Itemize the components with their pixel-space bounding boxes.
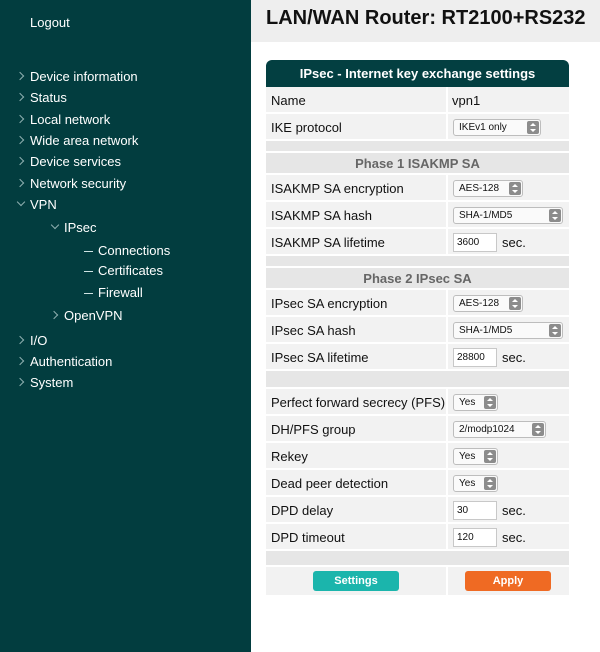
sidebar-item-label: Connections <box>98 243 171 258</box>
chevron-down-icon <box>50 218 60 238</box>
isakmp-encryption-select[interactable] <box>453 180 523 197</box>
chevron-right-icon <box>16 131 26 151</box>
pfs-label: Perfect forward secrecy (PFS) <box>271 395 446 410</box>
ipsec-hash-row <box>266 317 569 344</box>
page-title: LAN/WAN Router: RT2100+RS232 <box>266 7 586 29</box>
chevron-right-icon <box>16 331 26 351</box>
chevron-right-icon <box>16 67 26 87</box>
dpd-delay-input[interactable]: 30 <box>453 501 497 520</box>
phase1-title: Phase 1 ISAKMP SA <box>266 153 569 175</box>
updown-arrows-icon <box>532 423 544 436</box>
sidebar-item-label: Certificates <box>98 263 164 278</box>
apply-button[interactable]: Apply <box>465 571 551 591</box>
name-value: vpn1 <box>452 93 481 108</box>
ike-protocol-value: IKEv1 only <box>459 122 507 133</box>
updown-arrows-icon <box>484 477 496 490</box>
ike-settings-panel <box>266 60 569 595</box>
sidebar-item-label: Local network <box>30 112 111 127</box>
ipsec-encryption-label: IPsec SA encryption <box>271 296 388 311</box>
isakmp-lifetime-row <box>266 229 569 256</box>
name-label: Name <box>271 93 306 108</box>
ipsec-lifetime-label: IPsec SA lifetime <box>271 350 369 365</box>
dpd-timeout-input[interactable]: 120 <box>453 528 497 547</box>
ipsec-encryption-value: AES-128 <box>459 298 500 309</box>
updown-arrows-icon <box>509 182 521 195</box>
updown-arrows-icon <box>484 396 496 409</box>
rekey-select[interactable] <box>453 448 498 465</box>
updown-arrows-icon <box>527 121 539 134</box>
ipsec-lifetime-row <box>266 344 569 371</box>
sidebar-item-label: I/O <box>30 333 48 348</box>
updown-arrows-icon <box>549 209 561 222</box>
ipsec-hash-label: IPsec SA hash <box>271 323 356 338</box>
spacer <box>266 256 569 268</box>
isakmp-encryption-value: AES-128 <box>459 183 500 194</box>
isakmp-encryption-row <box>266 175 569 202</box>
sidebar-item-label: IPsec <box>64 220 97 235</box>
isakmp-hash-row <box>266 202 569 229</box>
sidebar-item-label: Authentication <box>30 354 113 369</box>
spacer <box>266 371 569 389</box>
dh-group-value: 2/modp1024 <box>459 424 515 435</box>
updown-arrows-icon <box>509 297 521 310</box>
sidebar-item-label: Device information <box>30 69 138 84</box>
spacer <box>266 141 569 153</box>
sidebar-item-label: System <box>30 375 74 390</box>
sidebar-item-label: VPN <box>30 197 57 212</box>
chevron-right-icon <box>50 306 60 326</box>
button-row <box>266 567 569 595</box>
settings-button[interactable]: Settings <box>313 571 399 591</box>
isakmp-hash-label: ISAKMP SA hash <box>271 208 372 223</box>
sidebar <box>0 0 251 652</box>
dpd-select[interactable] <box>453 475 498 492</box>
isakmp-lifetime-input[interactable]: 3600 <box>453 233 497 252</box>
ike-protocol-select[interactable] <box>453 119 541 136</box>
isakmp-lifetime-unit: sec. <box>502 235 526 250</box>
ipsec-lifetime-unit: sec. <box>502 350 526 365</box>
dpd-value: Yes <box>459 478 476 489</box>
phase2-title: Phase 2 IPsec SA <box>266 268 569 290</box>
isakmp-lifetime-label: ISAKMP SA lifetime <box>271 235 385 250</box>
ike-protocol-row <box>266 114 569 141</box>
ipsec-encryption-row <box>266 290 569 317</box>
chevron-right-icon <box>16 352 26 372</box>
dash-icon <box>84 293 93 294</box>
sidebar-item-label: OpenVPN <box>64 308 123 323</box>
rekey-label: Rekey <box>271 449 308 464</box>
panel-title: IPsec - Internet key exchange settings <box>266 60 569 87</box>
pfs-value: Yes <box>459 397 476 408</box>
chevron-right-icon <box>16 110 26 130</box>
chevron-right-icon <box>16 88 26 108</box>
pfs-select[interactable] <box>453 394 498 411</box>
dh-group-label: DH/PFS group <box>271 422 356 437</box>
dpd-delay-unit: sec. <box>502 503 526 518</box>
logout-link[interactable]: Logout <box>30 15 70 30</box>
sidebar-item-label: Status <box>30 90 67 105</box>
updown-arrows-icon <box>484 450 496 463</box>
sidebar-item-label: Wide area network <box>30 133 139 148</box>
ipsec-lifetime-input[interactable]: 28800 <box>453 348 497 367</box>
chevron-right-icon <box>16 373 26 393</box>
dpd-timeout-row <box>266 524 569 551</box>
chevron-down-icon <box>16 195 26 215</box>
isakmp-encryption-label: ISAKMP SA encryption <box>271 181 404 196</box>
updown-arrows-icon <box>549 324 561 337</box>
dpd-timeout-label: DPD timeout <box>271 530 345 545</box>
chevron-right-icon <box>16 152 26 172</box>
dpd-row <box>266 470 569 497</box>
page-header <box>251 0 600 42</box>
ike-protocol-label: IKE protocol <box>271 120 342 135</box>
sidebar-item-label: Firewall <box>98 285 143 300</box>
rekey-row <box>266 443 569 470</box>
dpd-delay-label: DPD delay <box>271 503 334 518</box>
chevron-right-icon <box>16 174 26 194</box>
rekey-value: Yes <box>459 451 476 462</box>
ipsec-hash-select[interactable] <box>453 322 563 339</box>
dash-icon <box>84 251 93 252</box>
dpd-delay-row <box>266 497 569 524</box>
dpd-timeout-unit: sec. <box>502 530 526 545</box>
dh-group-select[interactable] <box>453 421 546 438</box>
pfs-row <box>266 389 569 416</box>
isakmp-hash-select[interactable] <box>453 207 563 224</box>
spacer <box>266 551 569 567</box>
dpd-label: Dead peer detection <box>271 476 389 491</box>
sidebar-item-label: Device services <box>30 154 122 169</box>
dash-icon <box>84 271 93 272</box>
name-row <box>266 87 569 114</box>
ipsec-encryption-select[interactable] <box>453 295 523 312</box>
isakmp-hash-value: SHA-1/MD5 <box>459 210 513 221</box>
dh-group-row <box>266 416 569 443</box>
ipsec-hash-value: SHA-1/MD5 <box>459 325 513 336</box>
sidebar-item-label: Network security <box>30 176 127 191</box>
